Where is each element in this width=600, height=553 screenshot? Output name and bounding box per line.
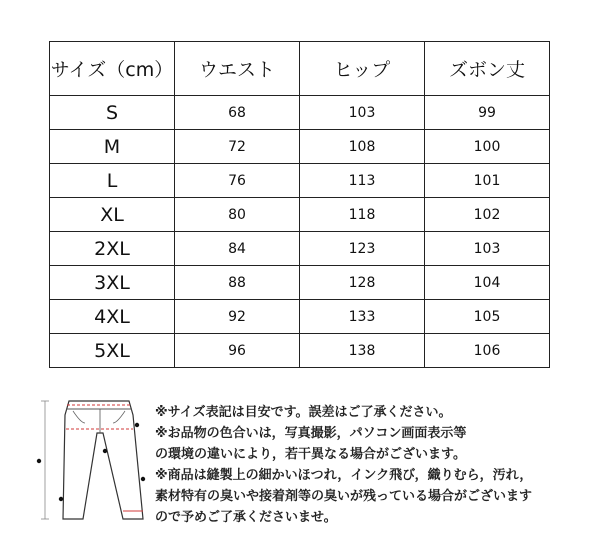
header-length: ズボン丈	[425, 42, 550, 96]
hip-cell: 103	[300, 96, 425, 130]
table-row	[50, 232, 550, 266]
size-cell: 5XL	[50, 334, 175, 368]
table-row	[50, 130, 550, 164]
size-cell: 3XL	[50, 266, 175, 300]
table-row	[50, 300, 550, 334]
table-row	[50, 96, 550, 130]
hip-cell: 128	[300, 266, 425, 300]
table-row	[50, 334, 550, 368]
pants-measurement-diagram	[25, 393, 155, 528]
waist-cell: 76	[175, 164, 300, 198]
size-cell: S	[50, 96, 175, 130]
hip-cell: 133	[300, 300, 425, 334]
length-cell: 102	[425, 198, 550, 232]
waist-cell: 92	[175, 300, 300, 334]
size-chart-table	[49, 41, 550, 368]
length-cell: 103	[425, 232, 550, 266]
hip-cell: 138	[300, 334, 425, 368]
waist-cell: 72	[175, 130, 300, 164]
note-line: ※商品は縫製上の細かいほつれ，インク飛び，織りむら，汚れ，	[155, 468, 533, 483]
note-line: の環境の違いにより，若干異なる場合がございます。	[155, 447, 466, 462]
length-cell: 100	[425, 130, 550, 164]
header-waist: ウエスト	[175, 42, 300, 96]
table-row	[50, 266, 550, 300]
marker-dot	[135, 423, 139, 427]
length-cell: 106	[425, 334, 550, 368]
notes-block	[155, 402, 595, 528]
waist-cell: 68	[175, 96, 300, 130]
size-cell: L	[50, 164, 175, 198]
hip-cell: 118	[300, 198, 425, 232]
pants-measurement-icon	[25, 393, 155, 528]
length-cell: 104	[425, 266, 550, 300]
hip-cell: 113	[300, 164, 425, 198]
note-line: 素材特有の臭いや接着剤等の臭いが残っている場合がございます	[155, 489, 533, 504]
marker-dot	[141, 477, 145, 481]
marker-dot	[59, 497, 63, 501]
waist-cell: 84	[175, 232, 300, 266]
note-line: ので予めご了承くださいませ。	[155, 510, 337, 525]
header-size: サイズ（cm）	[50, 42, 175, 96]
waist-cell: 88	[175, 266, 300, 300]
size-cell: XL	[50, 198, 175, 232]
table-row	[50, 198, 550, 232]
header-hip: ヒップ	[300, 42, 425, 96]
length-cell: 99	[425, 96, 550, 130]
marker-dot	[37, 459, 41, 463]
size-cell: M	[50, 130, 175, 164]
pants-outline	[63, 401, 143, 519]
length-cell: 101	[425, 164, 550, 198]
size-cell: 2XL	[50, 232, 175, 266]
note-line: ※お品物の色合いは，写真撮影，パソコン画面表示等	[155, 426, 467, 441]
waist-cell: 80	[175, 198, 300, 232]
hip-cell: 123	[300, 232, 425, 266]
size-chart-header-row	[50, 42, 550, 96]
size-cell: 4XL	[50, 300, 175, 334]
hip-cell: 108	[300, 130, 425, 164]
waist-cell: 96	[175, 334, 300, 368]
table-row	[50, 164, 550, 198]
length-cell: 105	[425, 300, 550, 334]
note-line: ※サイズ表記は目安です。誤差はご了承ください。	[155, 405, 452, 420]
marker-dot	[103, 449, 107, 453]
